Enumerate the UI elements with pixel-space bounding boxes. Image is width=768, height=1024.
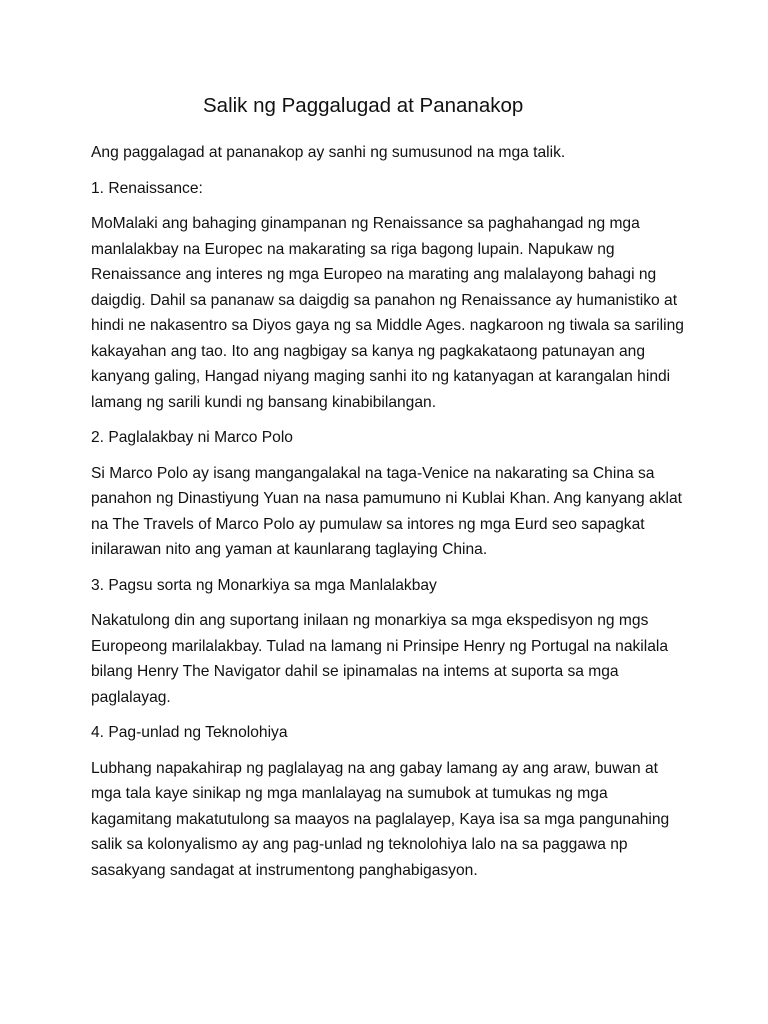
intro-paragraph: Ang paggalagad at pananakop ay sanhi ng sumusunod na mga talik. bbox=[91, 144, 566, 161]
section-heading-marco-polo: 2. Paglalakbay ni Marco Polo bbox=[91, 429, 293, 446]
section-body-marco-polo: Si Marco Polo ay isang mangangalakal na taga-Venice na nakarating sa China sa panahon ng Dinastiyung Yuan na nasa pamumuno ni Kublai Khan. Ang kanyang aklat na The Travels of Marco Polo ay pumulaw sa intores ng mga Eurd seo sapagkat inilarawan nito ang yaman at kaunlarang taglaying China. bbox=[91, 464, 682, 558]
section-heading-monarkiya: 3. Pagsu sorta ng Monarkiya sa mga Manlalakbay bbox=[91, 576, 437, 594]
section-heading-renaissance: 1. Renaissance: bbox=[91, 179, 203, 197]
section-body-monarkiya: Nakatulong din ang suportang inilaan ng monarkiya sa mga ekspedisyon ng mgs Europeong marilalakbay. Tulad na lamang ni Prinsipe Henry ng Portugal na nakilala bilang Henry The Navigator dahil se ipinamalas na intems at suporta sa mga paglalayag. bbox=[91, 612, 669, 706]
section-body-teknolohiya: Lubhang napakahirap ng paglalayag na ang gabay lamang ay ang araw, buwan at mga tala kaye sinikap ng mga manlalayag na sumubok at tumukas ng mga kagamitang makatutulong sa maayos na paglalayep, Kaya isa sa mga pangunahing salik sa kolonyalismo ay ang pag-unlad ng teknolohiya lalo na sa paggawa np sasakyang sandagat at instrumentong panghabigasyon. bbox=[91, 759, 670, 879]
document-title: Salik ng Paggalugad at Pananakop bbox=[203, 94, 524, 117]
section-body-renaissance: MoMalaki ang bahaging ginampanan ng Renaissance sa paghahangad ng mga manlalakbay na Europec na makarating sa riga bagong lupain. Napukaw ng Renaissance ang interes ng mga Europeo na marating ang malalayong bahagi ng daigdig. Dahil sa pananaw sa daigdig sa panahon ng Renaissance ay humanistiko at hindi ne nakasentro sa Diyos gaya ng sa Middle Ages. nagkaroon ng tiwala sa sariling kakayahan ang tao. Ito ang nagbigay sa kanya ng pagkakataong patunayan ang kanyang galing, Hangad niyang maging sanhi ito ng katanyagan at karangalan hindi lamang ng sarili kundi ng bansang kinabibilangan. bbox=[91, 215, 684, 411]
document-body bbox=[91, 140, 691, 893]
section-heading-teknolohiya: 4. Pag-unlad ng Teknolohiya bbox=[91, 724, 288, 741]
